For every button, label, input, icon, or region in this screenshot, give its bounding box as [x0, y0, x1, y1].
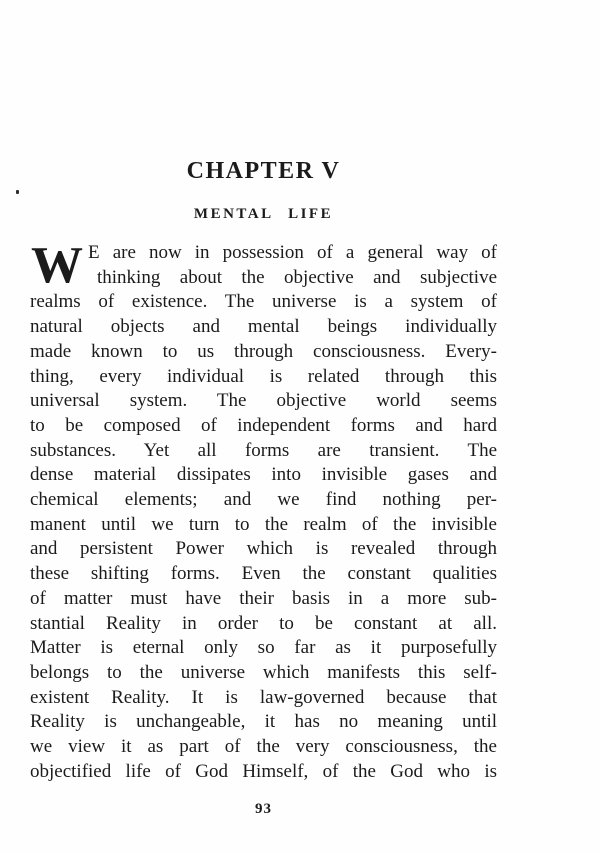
page-number: 93: [255, 801, 272, 818]
paragraph: [30, 237, 497, 784]
text-line: to be composed of independent forms and hard: [30, 414, 497, 436]
text-line: of matter must have their basis in a more sub-: [30, 587, 497, 609]
text-line: thing, every individual is related through this: [30, 365, 497, 387]
text-line: chemical elements; and we find nothing per-: [30, 489, 497, 511]
text-line: stantial Reality in order to be constant at all.: [30, 612, 497, 634]
text-line: made known to us through consciousness. Every-: [30, 340, 497, 362]
text-line: Matter is eternal only so far as it purposefully: [30, 637, 497, 659]
text-line: realms of existence. The universe is a system of: [30, 291, 497, 313]
text-line: existent Reality. It is law-governed because that: [30, 686, 497, 708]
text-line: E are now in possession of a general way of: [88, 242, 497, 263]
text-line: and persistent Power which is revealed through: [30, 538, 497, 560]
text-line: Reality is unchangeable, it has no meaning until: [30, 711, 497, 733]
text-line: belongs to the universe which manifests this self-: [30, 661, 497, 683]
print-speck: [16, 190, 19, 194]
section-heading: MENTAL LIFE: [193, 206, 334, 222]
text-line: manent until we turn to the realm of the invisible: [30, 513, 497, 535]
text-line: universal system. The objective world seems: [30, 390, 497, 412]
text-line: natural objects and mental beings individually: [30, 316, 497, 338]
text-line: thinking about the objective and subjective: [97, 266, 497, 288]
text-line: we view it as part of the very consciousness, the: [30, 736, 497, 758]
page-content: [30, 0, 497, 819]
chapter-heading: CHAPTER V: [186, 158, 341, 184]
text-line: these shifting forms. Even the constant qualities: [30, 563, 497, 585]
text-line: substances. Yet all forms are transient. The: [30, 439, 497, 461]
drop-cap: W: [31, 237, 83, 294]
text-line: objectified life of God Himself, of the God who is: [30, 760, 497, 782]
text-line: dense material dissipates into invisible gases and: [30, 464, 497, 486]
